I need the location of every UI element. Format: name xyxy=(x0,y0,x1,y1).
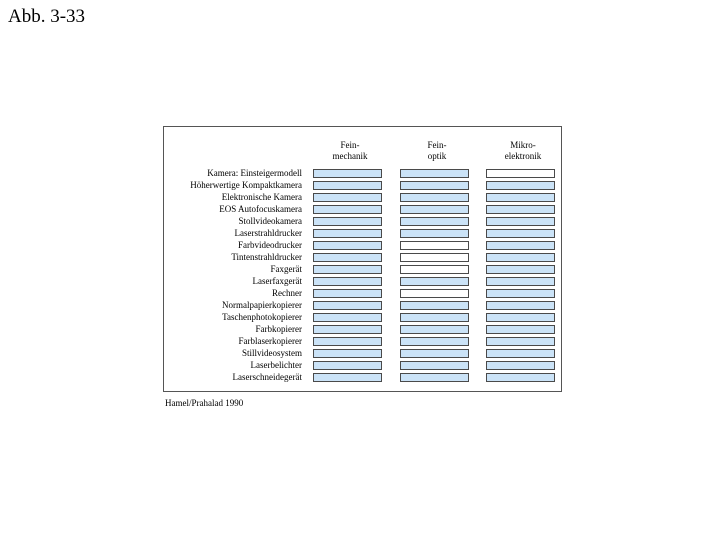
matrix-cell-filled xyxy=(313,253,382,262)
matrix-cell-filled xyxy=(486,289,555,298)
matrix-cell-filled xyxy=(400,229,469,238)
row-label: Elektronische Kamera xyxy=(221,192,302,202)
row-label: EOS Autofocuskamera xyxy=(219,204,302,214)
matrix-cell-empty xyxy=(400,241,469,250)
matrix-cell-filled xyxy=(313,349,382,358)
matrix-cell-filled xyxy=(400,181,469,190)
matrix-cell-filled xyxy=(486,265,555,274)
matrix-cell-filled xyxy=(313,277,382,286)
matrix-cell-filled xyxy=(486,277,555,286)
slide-title: Abb. 3-33 xyxy=(8,6,86,27)
matrix-cell-filled xyxy=(400,349,469,358)
row-label: Laserfaxgerät xyxy=(252,276,302,286)
row-label: Tintenstrahldrucker xyxy=(231,252,302,262)
matrix-cell-filled xyxy=(400,337,469,346)
row-label: Höherwertige Kompaktkamera xyxy=(190,180,302,190)
matrix-cell-filled xyxy=(400,277,469,286)
matrix-cell-empty xyxy=(486,169,555,178)
matrix-cell-filled xyxy=(313,241,382,250)
row-label: Stillvideosystem xyxy=(241,348,302,358)
column-header-feinmechanik: Fein- mechanik xyxy=(332,140,368,161)
matrix-cell-filled xyxy=(486,253,555,262)
matrix-cell-filled xyxy=(313,181,382,190)
matrix-cell-filled xyxy=(486,301,555,310)
row-label: Kamera: Einsteigermodell xyxy=(207,168,302,178)
row-label: Laserschneidegerät xyxy=(232,372,302,382)
matrix-cell-filled xyxy=(313,217,382,226)
row-label: Farblaserkopierer xyxy=(238,336,302,346)
matrix-cell-filled xyxy=(400,193,469,202)
matrix-cell-filled xyxy=(486,325,555,334)
matrix-cell-filled xyxy=(313,289,382,298)
matrix-cell-filled xyxy=(486,349,555,358)
matrix-cell-filled xyxy=(400,205,469,214)
matrix-cell-filled xyxy=(400,169,469,178)
matrix-cell-filled xyxy=(313,169,382,178)
row-label: Laserbelichter xyxy=(250,360,302,370)
matrix-cell-filled xyxy=(313,229,382,238)
matrix-cell-filled xyxy=(486,193,555,202)
matrix-cell-filled xyxy=(486,361,555,370)
matrix-cell-filled xyxy=(486,217,555,226)
matrix-cell-empty xyxy=(400,289,469,298)
competence-matrix xyxy=(163,126,562,392)
matrix-cell-filled xyxy=(486,241,555,250)
matrix-cell-filled xyxy=(313,361,382,370)
matrix-cell-filled xyxy=(486,205,555,214)
matrix-cell-filled xyxy=(313,325,382,334)
row-label: Farbkopierer xyxy=(255,324,302,334)
matrix-cell-empty xyxy=(400,253,469,262)
matrix-cell-filled xyxy=(313,373,382,382)
matrix-cell-filled xyxy=(313,205,382,214)
row-label: Normalpapierkopierer xyxy=(222,300,302,310)
matrix-cell-filled xyxy=(313,337,382,346)
row-label: Taschenphotokopierer xyxy=(222,312,302,322)
matrix-cell-filled xyxy=(313,193,382,202)
matrix-cell-filled xyxy=(313,301,382,310)
matrix-cell-filled xyxy=(400,217,469,226)
matrix-cell-filled xyxy=(400,325,469,334)
matrix-cell-filled xyxy=(313,265,382,274)
row-label: Farbvideodrucker xyxy=(238,240,302,250)
matrix-cell-filled xyxy=(486,337,555,346)
matrix-cell-filled xyxy=(486,229,555,238)
matrix-cell-filled xyxy=(400,301,469,310)
row-label: Stollvideokamera xyxy=(238,216,302,226)
matrix-cell-filled xyxy=(400,373,469,382)
column-header-mikroelektronik: Mikro- elektronik xyxy=(504,140,542,161)
row-label: Faxgerät xyxy=(270,264,302,274)
matrix-cell-filled xyxy=(400,313,469,322)
matrix-cell-empty xyxy=(400,265,469,274)
source-citation: Hamel/Prahalad 1990 xyxy=(165,398,244,408)
matrix-cell-filled xyxy=(313,313,382,322)
matrix-cell-filled xyxy=(486,373,555,382)
matrix-cell-filled xyxy=(486,313,555,322)
matrix-cell-filled xyxy=(400,361,469,370)
row-label: Rechner xyxy=(272,288,302,298)
row-label: Laserstrahldrucker xyxy=(234,228,302,238)
column-header-feinoptik: Fein- optik xyxy=(427,140,447,161)
matrix-cell-filled xyxy=(486,181,555,190)
